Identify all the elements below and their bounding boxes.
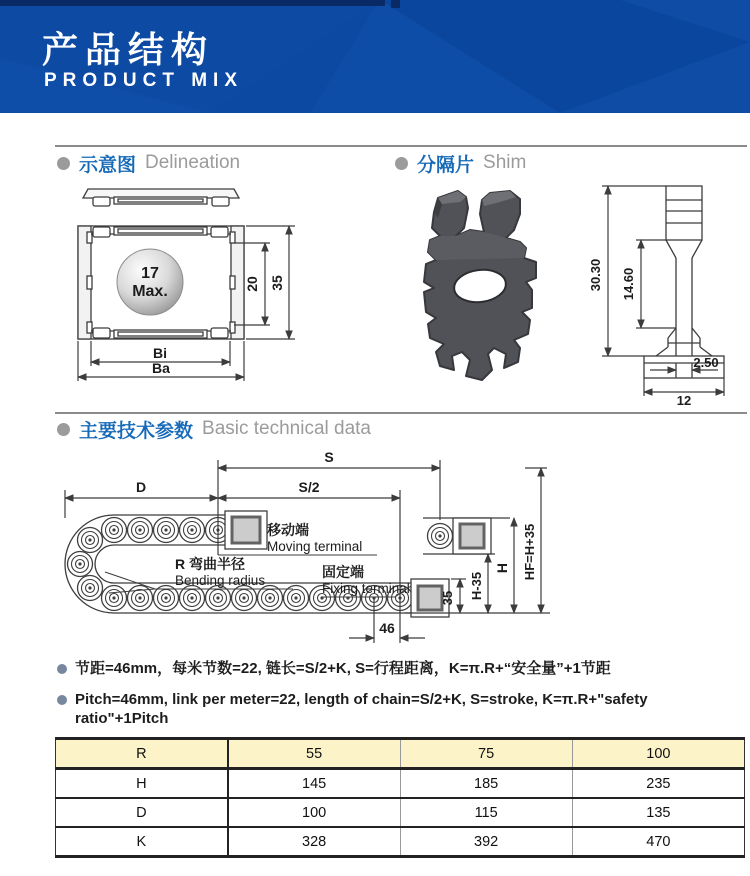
section-header-shim bbox=[395, 151, 526, 175]
fixing-terminal-label bbox=[322, 564, 411, 597]
table-cell: K bbox=[56, 827, 228, 857]
shim-outline bbox=[644, 186, 724, 378]
section-title-en: Shim bbox=[483, 152, 527, 173]
shim-3d-image bbox=[408, 184, 558, 389]
table-cell: 185 bbox=[400, 769, 572, 799]
table-cell: 328 bbox=[228, 827, 400, 857]
header-banner bbox=[0, 0, 750, 113]
dim-stem-width: 2.50 bbox=[693, 355, 719, 370]
section-title-cn: 示意图 bbox=[79, 154, 137, 176]
chain-lid bbox=[83, 189, 239, 206]
top-navy-bar bbox=[0, 0, 385, 6]
svg-text:Bending radius: Bending radius bbox=[175, 573, 266, 588]
table-row bbox=[56, 769, 745, 799]
bullet-icon bbox=[57, 157, 70, 170]
dim-chain-height: 35 bbox=[440, 590, 455, 606]
dim-outer-width: Ba bbox=[152, 360, 170, 376]
dim-mid-height: 14.60 bbox=[621, 267, 636, 301]
dim-inner-width: Bi bbox=[153, 345, 167, 361]
table-cell: H bbox=[56, 769, 228, 799]
spec-table bbox=[55, 737, 745, 858]
svg-text:移动端: 移动端 bbox=[267, 522, 309, 538]
table-cell: 115 bbox=[400, 798, 572, 827]
shim-body bbox=[424, 191, 536, 380]
section-header-technical bbox=[57, 417, 371, 441]
section-title-en: Delineation bbox=[145, 152, 241, 173]
top-navy-square bbox=[391, 0, 400, 8]
ball-max-value: 17 bbox=[141, 265, 159, 282]
svg-text:固定端: 固定端 bbox=[322, 564, 364, 580]
bullet-icon bbox=[57, 423, 70, 436]
table-header-row bbox=[56, 739, 745, 769]
ball-max-unit: Max. bbox=[132, 283, 168, 300]
section-title-en: Basic technical data bbox=[202, 418, 372, 439]
max-cable-ball bbox=[117, 249, 183, 315]
table-header-cell: R bbox=[56, 739, 228, 769]
dim-hf: HF=H+35 bbox=[522, 523, 537, 581]
dim-total-height: 30.30 bbox=[588, 258, 603, 292]
section-title-cn: 分隔片 bbox=[417, 154, 475, 176]
section-title-cn: 主要技术参数 bbox=[79, 420, 194, 442]
moving-end-detail bbox=[423, 518, 510, 554]
note-en bbox=[57, 691, 727, 729]
table-row bbox=[56, 798, 745, 827]
svg-text:Moving terminal: Moving terminal bbox=[267, 539, 363, 554]
page-title: 产品结构 bbox=[42, 29, 215, 70]
dim-outer-height: 35 bbox=[269, 275, 285, 291]
table-header-cell: 55 bbox=[228, 739, 400, 769]
dim-stroke: S bbox=[324, 449, 334, 465]
table-cell: 135 bbox=[572, 798, 744, 827]
table-header-cell: 75 bbox=[400, 739, 572, 769]
bullet-icon bbox=[395, 157, 408, 170]
table-row bbox=[56, 827, 745, 857]
dim-pitch: 46 bbox=[379, 620, 395, 636]
dim-inner-height: 20 bbox=[244, 276, 260, 292]
page-subtitle: PRODUCT MIX bbox=[44, 70, 243, 91]
table-cell: 145 bbox=[228, 769, 400, 799]
table-cell: 235 bbox=[572, 769, 744, 799]
dim-h-minus-35: H-35 bbox=[469, 571, 484, 601]
section-divider bbox=[55, 145, 747, 147]
cross-section-drawing bbox=[58, 176, 360, 404]
section-header-delineation bbox=[57, 151, 240, 175]
dim-half-stroke: S/2 bbox=[298, 479, 320, 495]
note-text: Pitch=46mm, link per meter=22, length of chain=S/2+K, S=stroke, K=π.R+"safety ratio"+1Pitch bbox=[75, 691, 648, 727]
section-divider bbox=[55, 412, 747, 414]
dim-h: H bbox=[494, 562, 510, 574]
table-cell: 100 bbox=[228, 798, 400, 827]
chain-diagram bbox=[55, 440, 745, 655]
shim-side-drawing bbox=[578, 180, 746, 408]
table-cell: D bbox=[56, 798, 228, 827]
svg-text:R 弯曲半径: R 弯曲半径 bbox=[175, 556, 245, 572]
table-cell: 470 bbox=[646, 833, 671, 850]
bullet-icon bbox=[57, 695, 67, 705]
moving-terminal-block bbox=[225, 511, 267, 549]
note-cn bbox=[57, 660, 727, 679]
table-cell: 392 bbox=[400, 827, 572, 857]
bullet-icon bbox=[57, 664, 67, 674]
dim-d: D bbox=[135, 479, 147, 495]
table-header-cell: 100 bbox=[572, 739, 744, 769]
svg-text:Fixing terminal: Fixing terminal bbox=[322, 581, 410, 596]
dim-base-width: 12 bbox=[676, 393, 692, 408]
note-text: 节距=46mm，每米节数=22, 链长=S/2+K, S=行程距离，K=π.R+“安全量”+1节距 bbox=[75, 660, 611, 677]
